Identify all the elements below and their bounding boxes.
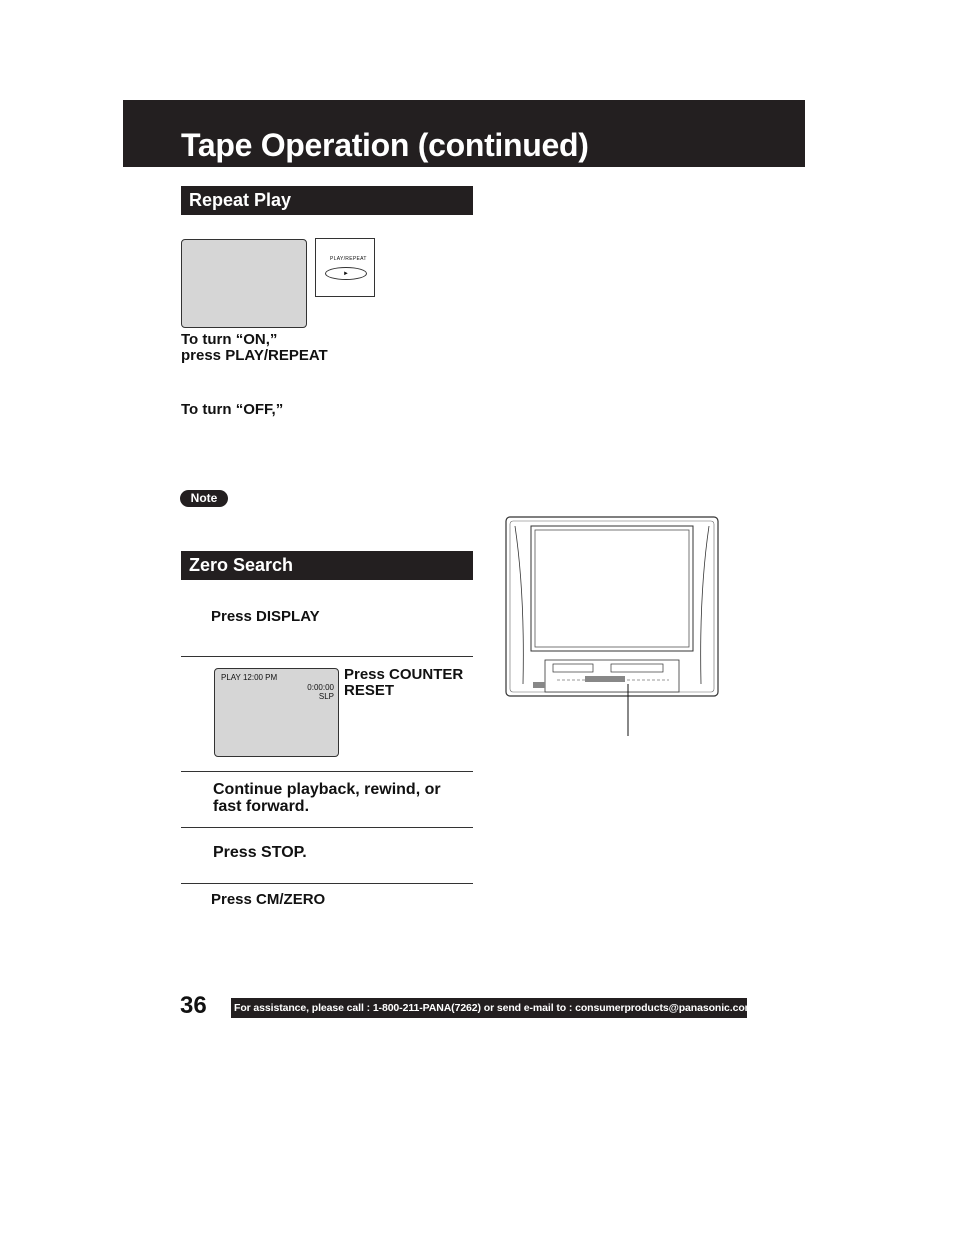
repeat-play-heading: Repeat Play <box>181 186 473 215</box>
osd-tape-speed: SLP <box>318 692 334 701</box>
osd-counter: 0:00:00 <box>307 683 334 692</box>
osd-mode-time: PLAY 12:00 PM <box>221 673 278 682</box>
play-repeat-button-label: PLAY/REPEAT <box>330 256 367 262</box>
play-repeat-button-icon <box>315 238 375 297</box>
step-press-display: Press DISPLAY <box>211 608 320 625</box>
step-divider <box>181 656 473 657</box>
play-glyph-icon: ► <box>343 270 349 277</box>
zero-search-heading: Zero Search <box>181 551 473 580</box>
tv-vcr-combo-illustration <box>503 514 723 739</box>
step-press-stop: Press STOP. <box>213 844 307 861</box>
assistance-banner: For assistance, please call : 1-800-211-PANA(7262) or send e-mail to : consumerproducts@panasonic.com <box>231 998 747 1018</box>
page-number: 36 <box>180 992 207 1019</box>
step-press-counter-reset: Press COUNTER RESET <box>344 666 464 699</box>
turn-off-label: To turn “OFF,” <box>181 401 284 418</box>
step-divider <box>181 883 473 884</box>
turn-on-line1: To turn “ON,” <box>181 331 278 348</box>
page-title: Tape Operation (continued) <box>181 127 589 163</box>
turn-on-line2: press PLAY/REPEAT <box>181 347 328 364</box>
step-divider <box>181 827 473 828</box>
note-badge: Note <box>180 490 228 507</box>
step-divider <box>181 771 473 772</box>
step-press-cm-zero: Press CM/ZERO <box>211 891 326 908</box>
step-continue-playback: Continue playback, rewind, or fast forward. <box>213 781 441 815</box>
osd-screen-illustration <box>214 668 339 757</box>
screen-illustration <box>181 239 307 328</box>
play-button-shape <box>325 267 367 280</box>
